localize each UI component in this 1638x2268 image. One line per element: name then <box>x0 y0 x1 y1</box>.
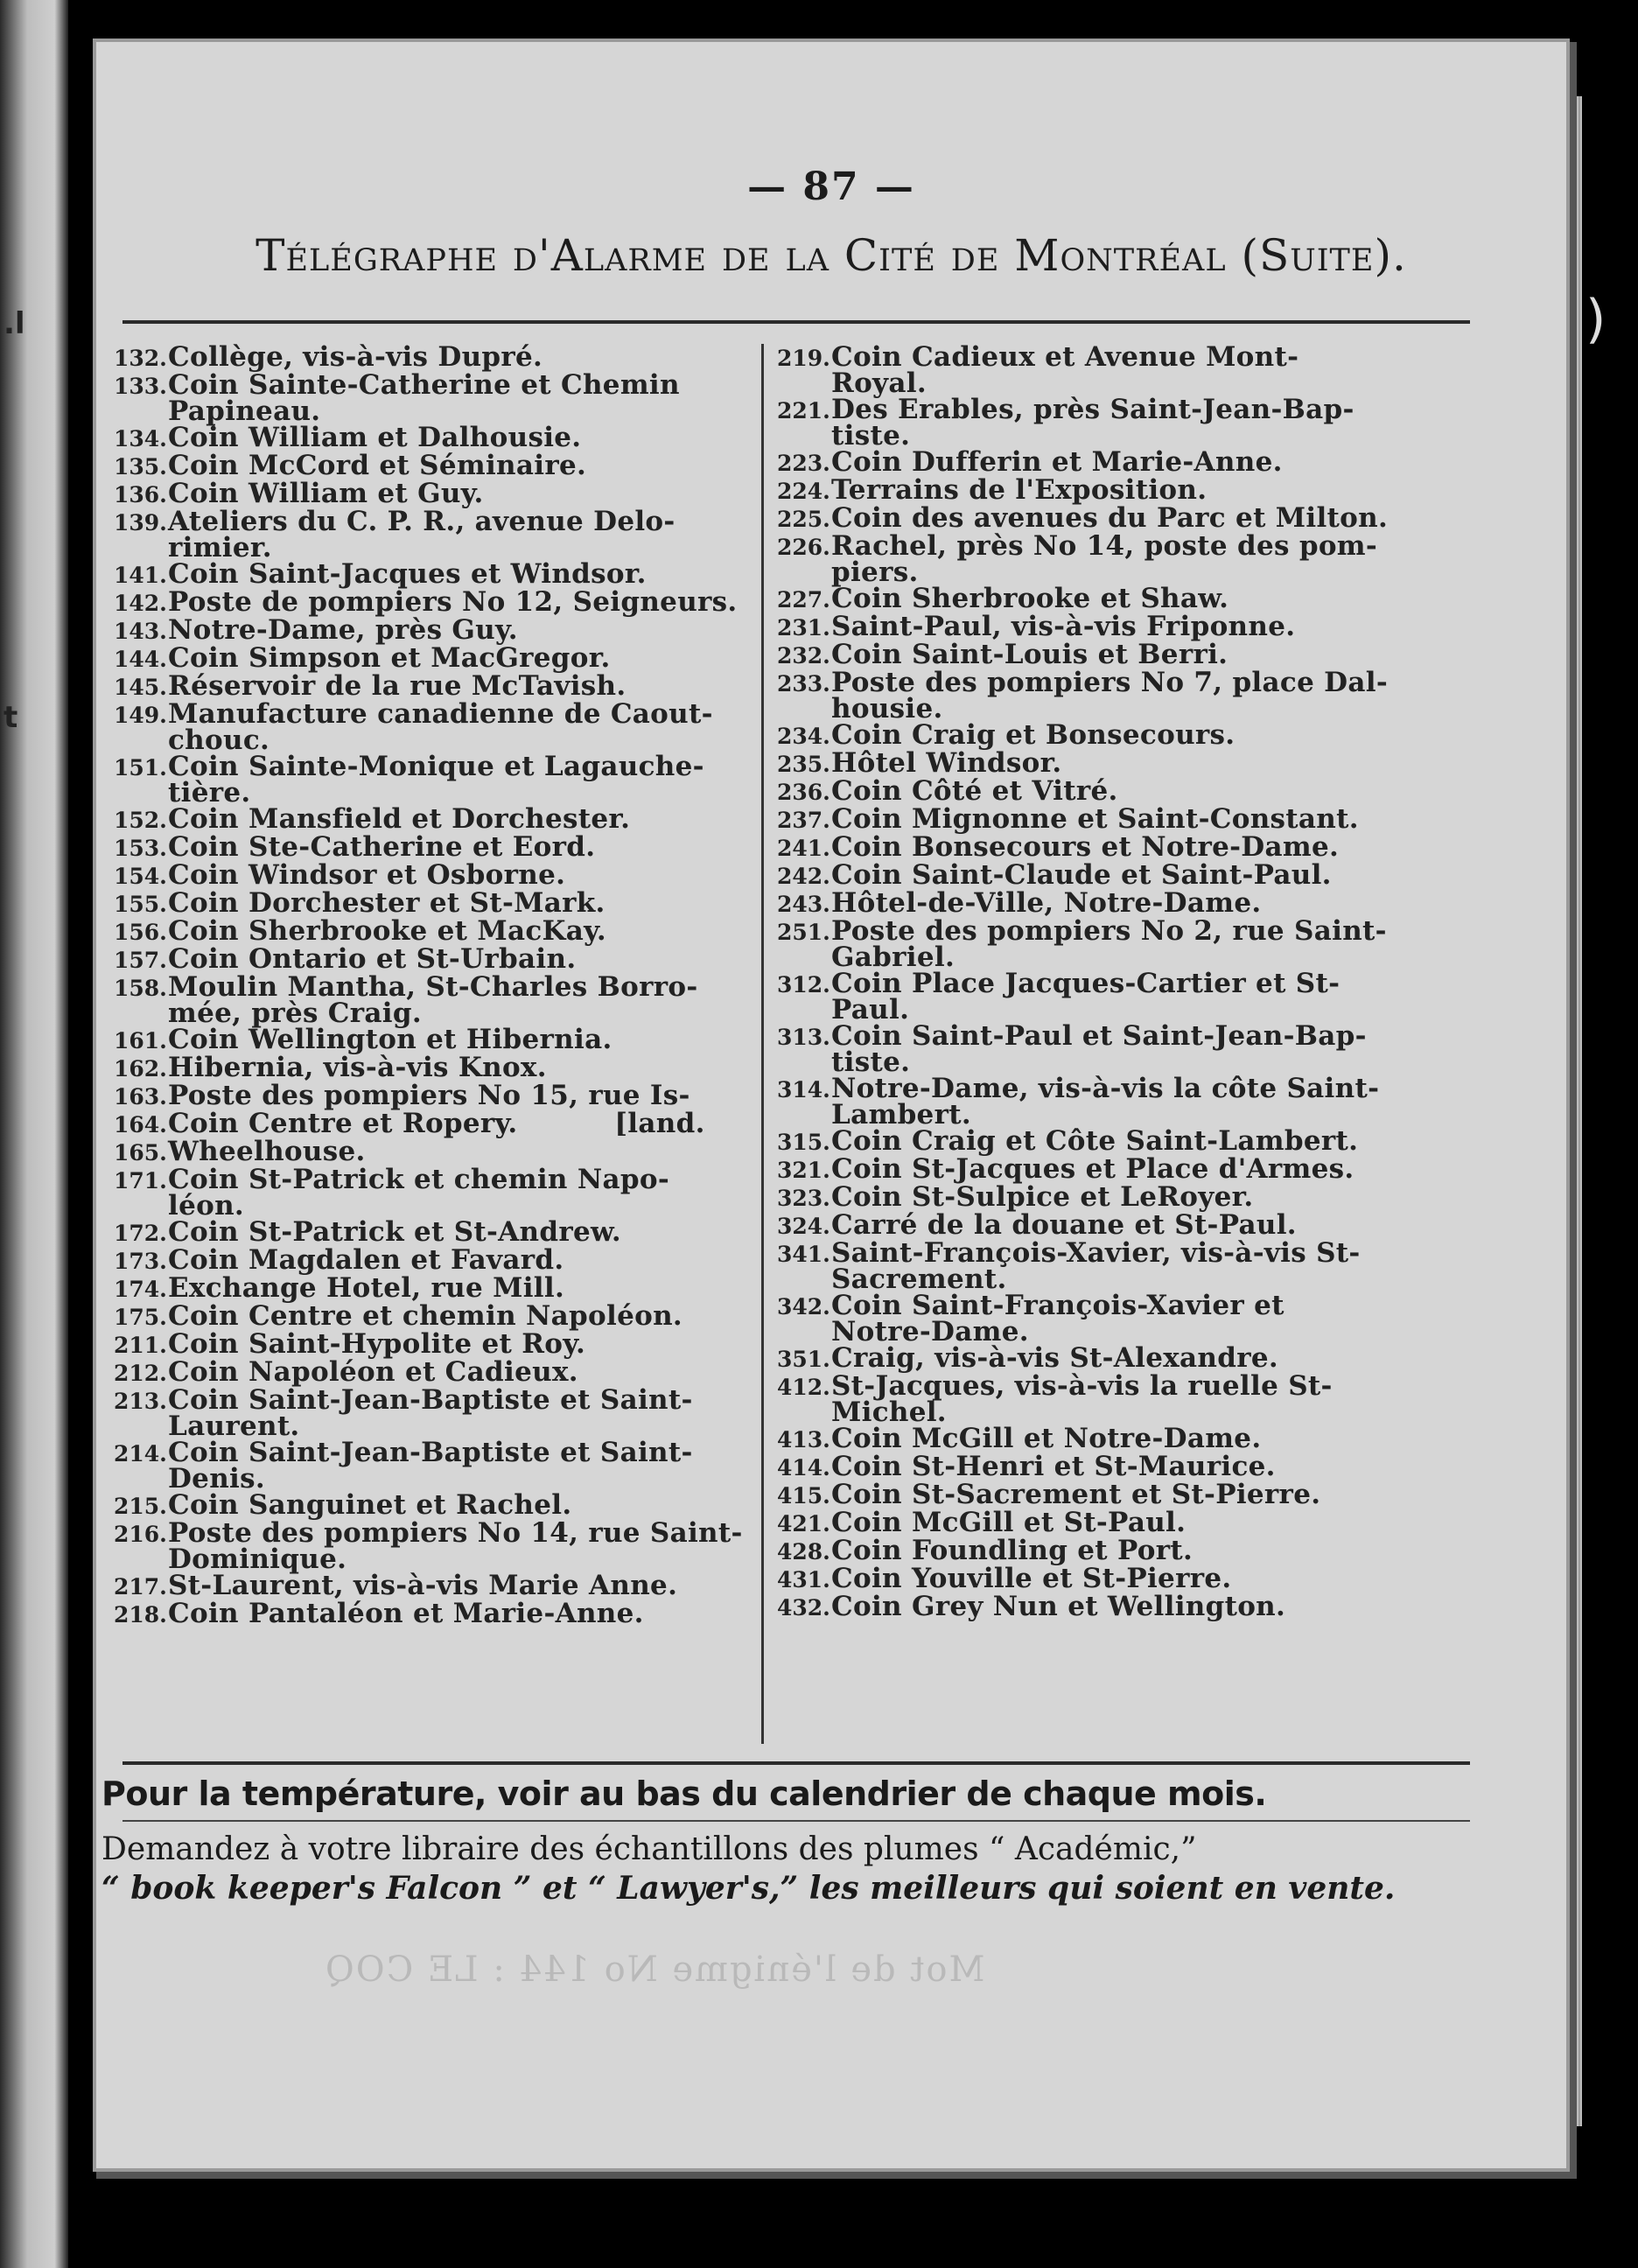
footer-rule <box>122 1820 1470 1822</box>
box-location: Coin St-Henri et St-Maurice. <box>831 1451 1276 1482</box>
alarm-box-entry <box>777 585 1411 613</box>
facing-page-mark: .l <box>4 306 25 341</box>
alarm-box-entry <box>114 1216 748 1248</box>
box-number: 233. <box>777 671 830 696</box>
box-location: Des Erables, près Saint-Jean-Bap- tiste. <box>831 394 1354 452</box>
alarm-box-entry <box>114 1600 748 1628</box>
alarm-box-entry <box>114 753 748 806</box>
alarm-box-entry <box>777 1453 1411 1481</box>
facing-page-mark: t <box>4 700 18 735</box>
box-number: 412. <box>777 1375 830 1400</box>
box-number: 323. <box>777 1186 830 1211</box>
alarm-box-entry <box>777 613 1411 641</box>
box-location: Coin Windsor et Osborne. <box>168 859 566 891</box>
box-number: 226. <box>777 535 830 560</box>
box-location: Coin Grey Nun et Wellington. <box>831 1591 1286 1622</box>
alarm-box-entry <box>777 530 1411 588</box>
alarm-box-entry <box>114 424 748 452</box>
box-location: Coin William et Dalhousie. <box>168 422 582 453</box>
box-number: 413. <box>777 1427 830 1452</box>
box-number: 145. <box>114 675 167 700</box>
temperature-note: Pour la température, voir au bas du calendrier de chaque mois. <box>102 1774 1267 1813</box>
box-location: Coin des avenues du Parc et Milton. <box>831 502 1389 534</box>
alarm-box-entry <box>777 502 1411 534</box>
left-column <box>114 344 748 1753</box>
alarm-box-entry <box>114 1272 748 1304</box>
footer-rule-top <box>122 1761 1470 1765</box>
alarm-box-entry <box>777 803 1411 835</box>
alarm-box-entry <box>114 452 748 480</box>
box-location: Ateliers du C. P. R., avenue Delo- rimier. <box>168 506 676 564</box>
box-number: 143. <box>114 619 167 644</box>
alarm-box-entry <box>777 1509 1411 1537</box>
alarm-box-entry <box>114 1517 748 1575</box>
box-location: St-Jacques, vis-à-vis la ruelle St- Michel. <box>831 1370 1333 1428</box>
box-number: 242. <box>777 864 830 889</box>
page-number: — 87 — <box>747 164 915 209</box>
box-location: Coin Sainte-Monique et Lagauche- tière. <box>168 751 704 808</box>
box-number: 315. <box>777 1130 830 1155</box>
box-number: 163. <box>114 1084 167 1110</box>
box-number: 135. <box>114 454 167 480</box>
alarm-box-entry <box>777 641 1411 669</box>
box-number: 241. <box>777 836 830 861</box>
box-number: 149. <box>114 703 167 728</box>
box-number: 313. <box>777 1025 830 1050</box>
box-number: 142. <box>114 591 167 616</box>
box-location: Poste des pompiers No 7, place Dal- housie. <box>831 667 1388 724</box>
alarm-box-entry <box>777 446 1411 478</box>
box-number: 251. <box>777 920 830 945</box>
alarm-box-entry <box>777 887 1411 919</box>
box-location: Coin St-Jacques et Place d'Armes. <box>831 1153 1354 1185</box>
box-number: 224. <box>777 479 830 504</box>
box-number: 415. <box>777 1483 830 1508</box>
alarm-box-entry <box>114 369 748 427</box>
alarm-box-list <box>114 344 1452 1753</box>
alarm-box-entry <box>114 1138 748 1166</box>
box-number: 212. <box>114 1361 167 1386</box>
box-location: Coin Magdalen et Favard. <box>168 1244 564 1276</box>
box-location: Coin Saint-François-Xavier et Notre-Dame. <box>831 1290 1284 1348</box>
box-location: Coin Mansfield et Dorchester. <box>168 803 631 835</box>
box-number: 217. <box>114 1574 167 1600</box>
box-number: 341. <box>777 1242 830 1267</box>
box-location: Coin Craig et Côte Saint-Lambert. <box>831 1125 1359 1157</box>
box-location: Réservoir de la rue McTavish. <box>168 670 626 702</box>
box-number: 221. <box>777 398 830 424</box>
box-number: 243. <box>777 892 830 917</box>
box-number: 237. <box>777 808 830 833</box>
box-location: Coin Centre et chemin Napoléon. <box>168 1300 683 1332</box>
alarm-box-entry <box>777 968 1411 1026</box>
box-number: 342. <box>777 1294 830 1320</box>
alarm-box-entry <box>777 394 1411 452</box>
alarm-box-entry <box>777 1342 1411 1374</box>
box-location: Coin Sainte-Catherine et Chemin Papineau. <box>168 369 680 427</box>
alarm-box-entry <box>114 558 748 590</box>
box-location: Coin McCord et Séminaire. <box>168 450 587 481</box>
ad-line-2: “ book keeper's Falcon ” et “ Lawyer's,” les meilleurs qui soient en vente. <box>102 1870 1396 1907</box>
page-corner-mark: ) <box>1586 289 1606 350</box>
alarm-box-entry <box>777 1481 1411 1509</box>
alarm-box-entry <box>114 887 748 919</box>
alarm-box-entry <box>777 1425 1411 1453</box>
alarm-box-entry <box>114 1384 748 1442</box>
box-number: 157. <box>114 948 167 973</box>
box-location: Coin Saint-Claude et Saint-Paul. <box>831 859 1332 891</box>
box-location: Notre-Dame, près Guy. <box>168 614 518 646</box>
box-location: Coin Cadieux et Avenue Mont- Royal. <box>831 344 1299 399</box>
box-location: Coin St-Sulpice et LeRoyer. <box>831 1181 1254 1213</box>
alarm-box-entry <box>777 1075 1411 1128</box>
box-number: 215. <box>114 1494 167 1519</box>
box-location: Coin Saint-Hypolite et Roy. <box>168 1328 586 1360</box>
box-number: 227. <box>777 587 830 612</box>
alarm-box-entry <box>114 344 748 372</box>
box-location: Craig, vis-à-vis St-Alexandre. <box>831 1342 1278 1374</box>
box-location: Coin Mignonne et Saint-Constant. <box>831 803 1359 835</box>
alarm-box-entry <box>114 1489 748 1521</box>
alarm-box-entry <box>777 915 1411 973</box>
alarm-box-entry <box>114 1328 748 1360</box>
alarm-box-entry <box>777 669 1411 722</box>
alarm-box-entry <box>114 831 748 863</box>
box-location: Coin Dorchester et St-Mark. <box>168 887 606 919</box>
alarm-box-entry <box>777 831 1411 863</box>
box-location: Coin Saint-Paul et Saint-Jean-Bap- tiste. <box>831 1020 1367 1078</box>
alarm-box-entry <box>114 698 748 756</box>
box-number: 421. <box>777 1511 830 1536</box>
alarm-box-entry <box>114 1026 748 1054</box>
box-number: 231. <box>777 615 830 640</box>
box-number: 132. <box>114 346 167 371</box>
alarm-box-entry <box>777 344 1411 399</box>
column-divider <box>761 344 764 1744</box>
box-location: Coin Dufferin et Marie-Anne. <box>831 446 1283 478</box>
box-number: 158. <box>114 976 167 1001</box>
show-through-text: Mot de l'énigme No 144 : LE COQ <box>324 1950 985 1990</box>
box-location: Coin McGill et Notre-Dame. <box>831 1423 1262 1454</box>
box-location: Coin Sherbrooke et Shaw. <box>831 583 1229 614</box>
box-number: 321. <box>777 1158 830 1183</box>
alarm-box-entry <box>777 1593 1411 1621</box>
box-location: Hibernia, vis-à-vis Knox. <box>168 1052 547 1083</box>
alarm-box-entry <box>114 642 748 674</box>
header-rule <box>122 320 1470 324</box>
box-location: Coin Sanguinet et Rachel. <box>168 1489 572 1521</box>
box-number: 219. <box>777 346 830 371</box>
box-number: 134. <box>114 426 167 452</box>
box-location: Coin Craig et Bonsecours. <box>831 719 1236 751</box>
box-number: 152. <box>114 808 167 833</box>
box-number: 171. <box>114 1168 167 1194</box>
alarm-box-entry <box>777 1181 1411 1213</box>
box-number: 432. <box>777 1595 830 1620</box>
box-number: 235. <box>777 752 830 777</box>
box-location: Carré de la douane et St-Paul. <box>831 1209 1297 1241</box>
box-number: 162. <box>114 1056 167 1082</box>
alarm-box-entry <box>114 971 748 1029</box>
box-number: 133. <box>114 374 167 399</box>
box-location: Coin Foundling et Port. <box>831 1535 1194 1566</box>
box-number: 155. <box>114 892 167 917</box>
box-number: 153. <box>114 836 167 861</box>
alarm-box-entry <box>777 1370 1411 1428</box>
alarm-box-entry <box>114 480 748 508</box>
box-number: 151. <box>114 755 167 780</box>
alarm-box-entry <box>114 586 748 618</box>
box-location: Coin Saint-Jean-Baptiste et Saint- Laurent. <box>168 1384 693 1442</box>
alarm-box-entry <box>777 747 1411 779</box>
alarm-box-entry <box>114 614 748 646</box>
alarm-box-entry <box>114 1300 748 1332</box>
box-location: Coin Saint-Louis et Berri. <box>831 639 1228 670</box>
box-number: 431. <box>777 1567 830 1592</box>
box-number: 214. <box>114 1441 167 1466</box>
box-number: 324. <box>777 1214 830 1239</box>
box-number: 213. <box>114 1389 167 1414</box>
box-number: 141. <box>114 563 167 588</box>
alarm-box-entry <box>777 775 1411 807</box>
box-location: Poste des pompiers No 2, rue Saint- Gabriel. <box>831 915 1387 973</box>
box-number: 164. <box>114 1112 167 1138</box>
box-number: 232. <box>777 643 830 668</box>
box-number: 234. <box>777 724 830 749</box>
box-location: Coin Côté et Vitré. <box>831 775 1118 807</box>
box-location: Coin St-Sacrement et St-Pierre. <box>831 1479 1321 1510</box>
box-location: Coin McGill et St-Paul. <box>831 1507 1186 1538</box>
box-location: Wheelhouse. <box>168 1136 366 1167</box>
box-location: Coin Wellington et Hibernia. <box>168 1024 612 1055</box>
alarm-box-entry <box>114 506 748 564</box>
box-number: 174. <box>114 1277 167 1302</box>
page-title: Télégraphe d'Alarme de la Cité de Montréal (Suite). <box>256 230 1407 281</box>
alarm-box-entry <box>114 1572 748 1600</box>
alarm-box-entry <box>777 1209 1411 1241</box>
box-location: Poste des pompiers No 14, rue Saint- Dominique. <box>168 1517 743 1575</box>
box-number: 161. <box>114 1028 167 1054</box>
box-location: Hôtel-de-Ville, Notre-Dame. <box>831 887 1262 919</box>
box-location: Manufacture canadienne de Caout- chouc. <box>168 698 713 756</box>
box-number: 314. <box>777 1077 830 1102</box>
box-location: Coin Bonsecours et Notre-Dame. <box>831 831 1340 863</box>
alarm-box-entry <box>777 859 1411 891</box>
alarm-box-entry <box>777 1020 1411 1078</box>
box-number: 225. <box>777 507 830 532</box>
box-location: Coin Napoléon et Cadieux. <box>168 1356 578 1388</box>
alarm-box-entry <box>114 1110 748 1138</box>
box-number: 173. <box>114 1249 167 1274</box>
right-column <box>777 344 1411 1753</box>
alarm-box-entry <box>114 670 748 702</box>
box-location: Coin Pantaléon et Marie-Anne. <box>168 1598 644 1629</box>
box-location: Saint-Paul, vis-à-vis Friponne. <box>831 611 1296 642</box>
alarm-box-entry <box>114 943 748 975</box>
alarm-box-entry <box>777 1237 1411 1295</box>
box-location: Coin Sherbrooke et MacKay. <box>168 915 606 947</box>
alarm-box-entry <box>114 1082 748 1110</box>
box-location: Poste de pompiers No 12, Seigneurs. <box>168 586 738 618</box>
alarm-box-entry <box>777 1290 1411 1348</box>
box-location: Coin William et Guy. <box>168 478 484 509</box>
box-number: 428. <box>777 1539 830 1564</box>
box-number: 175. <box>114 1305 167 1330</box>
box-location: Coin Ontario et St-Urbain. <box>168 943 577 975</box>
box-location: Coin Centre et Ropery. [land. <box>168 1108 705 1139</box>
box-location: Coin St-Patrick et St-Andrew. <box>168 1216 621 1248</box>
box-number: 312. <box>777 972 830 998</box>
alarm-box-entry <box>777 474 1411 506</box>
box-number: 218. <box>114 1602 167 1628</box>
box-number: 154. <box>114 864 167 889</box>
alarm-box-entry <box>114 1164 748 1222</box>
box-location: Coin Saint-Jacques et Windsor. <box>168 558 647 590</box>
box-number: 223. <box>777 451 830 476</box>
box-location: Hôtel Windsor. <box>831 747 1062 779</box>
box-location: Poste des pompiers No 15, rue Is- <box>168 1080 690 1111</box>
box-number: 139. <box>114 510 167 536</box>
box-number: 165. <box>114 1140 167 1166</box>
pen-advertisement <box>102 1830 1470 1908</box>
alarm-box-entry <box>777 1153 1411 1185</box>
box-location: Moulin Mantha, St-Charles Borro- mée, près Craig. <box>168 971 698 1029</box>
alarm-box-entry <box>114 1054 748 1082</box>
box-location: Saint-François-Xavier, vis-à-vis St- Sacrement. <box>831 1237 1361 1295</box>
alarm-box-entry <box>777 1537 1411 1565</box>
box-location: Terrains de l'Exposition. <box>831 474 1208 506</box>
box-location: Notre-Dame, vis-à-vis la côte Saint- Lambert. <box>831 1073 1380 1130</box>
ad-line-1: Demandez à votre libraire des échantillons des plumes “ Académic,” <box>102 1831 1197 1867</box>
alarm-box-entry <box>114 1244 748 1276</box>
box-location: Exchange Hotel, rue Mill. <box>168 1272 565 1304</box>
box-number: 156. <box>114 920 167 945</box>
box-location: Coin Place Jacques-Cartier et St- Paul. <box>831 968 1340 1026</box>
alarm-box-entry <box>114 803 748 835</box>
box-location: Rachel, près No 14, poste des pom- piers. <box>831 530 1378 588</box>
box-number: 211. <box>114 1333 167 1358</box>
facing-page-edge <box>0 0 68 2268</box>
alarm-box-entry <box>777 1125 1411 1157</box>
box-location: Coin Ste-Catherine et Eord. <box>168 831 596 863</box>
alarm-box-entry <box>777 1565 1411 1593</box>
box-location: Coin Saint-Jean-Baptiste et Saint- Denis. <box>168 1437 693 1494</box>
box-location: Coin Simpson et MacGregor. <box>168 642 611 674</box>
box-number: 172. <box>114 1221 167 1246</box>
box-location: Coin Youville et St-Pierre. <box>831 1563 1232 1594</box>
box-number: 144. <box>114 647 167 672</box>
document-page <box>96 42 1566 2168</box>
alarm-box-entry <box>114 859 748 891</box>
box-location: St-Laurent, vis-à-vis Marie Anne. <box>168 1570 678 1601</box>
page-stack-edge <box>1566 96 1582 2126</box>
alarm-box-entry <box>777 719 1411 751</box>
alarm-box-entry <box>114 915 748 947</box>
box-number: 136. <box>114 482 167 508</box>
box-number: 216. <box>114 1522 167 1547</box>
box-location: Collège, vis-à-vis Dupré. <box>168 344 543 373</box>
alarm-box-entry <box>114 1439 748 1492</box>
box-number: 414. <box>777 1455 830 1480</box>
box-number: 351. <box>777 1347 830 1372</box>
box-number: 236. <box>777 780 830 805</box>
alarm-box-entry <box>114 1356 748 1388</box>
box-location: Coin St-Patrick et chemin Napo- léon. <box>168 1164 669 1222</box>
